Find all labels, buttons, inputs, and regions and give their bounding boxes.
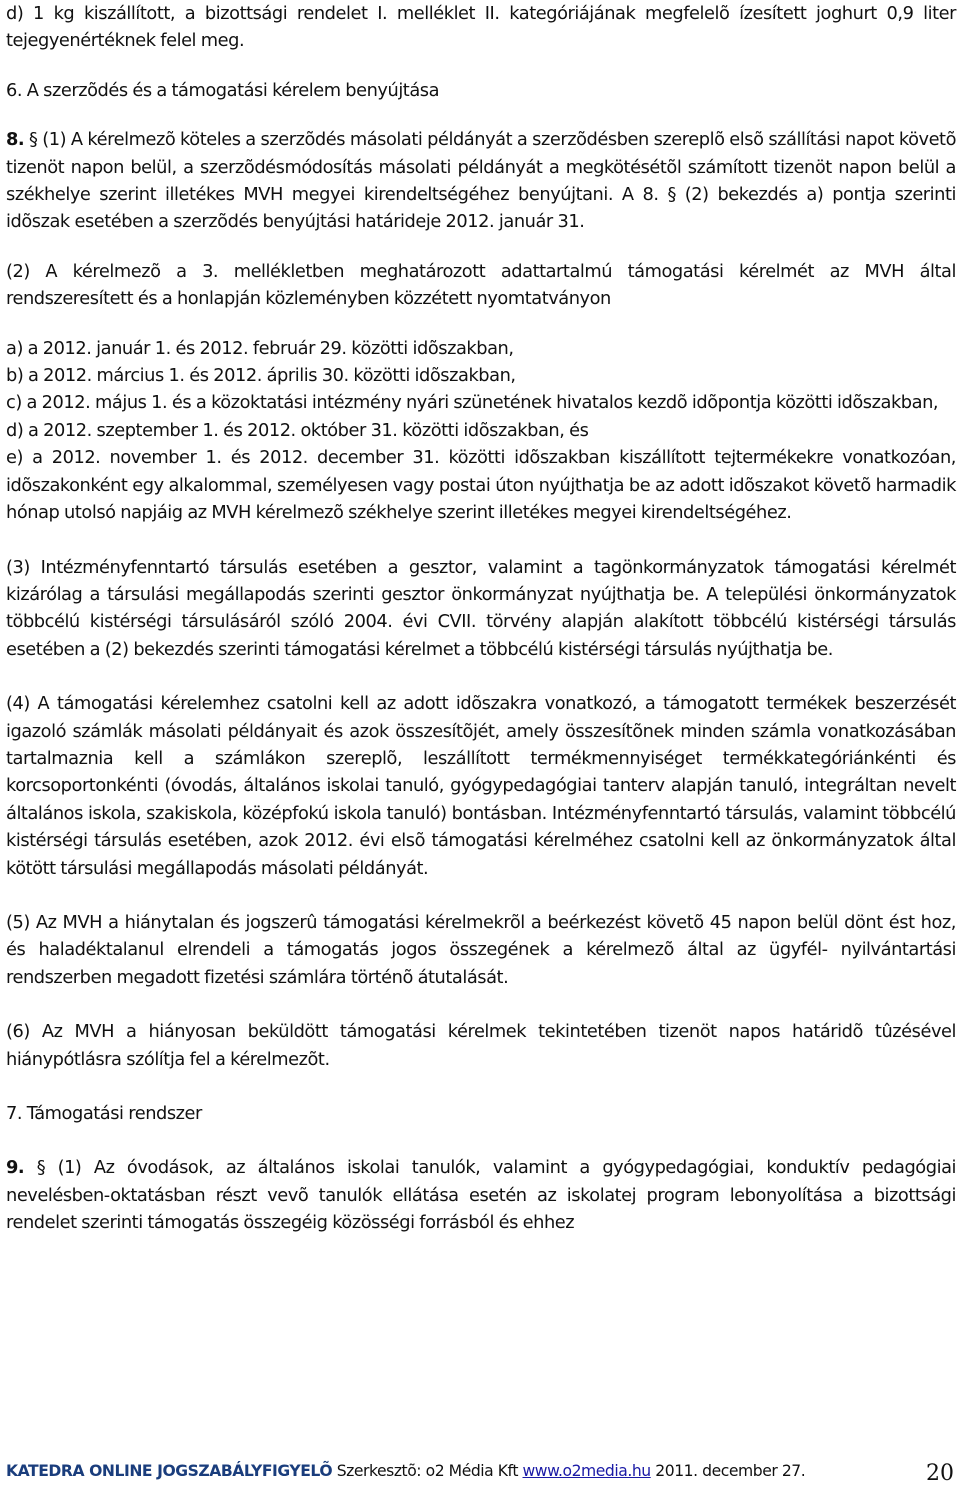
heading-section-7: 7. Támogatási rendszer — [6, 1103, 202, 1124]
footer-date: 2011. december 27. — [655, 1462, 806, 1480]
section-8-paragraph-3: (3) Intézményfenntartó társulás esetében a gesztor, valamint a tagönkormányzatok támogatási kérelmét kizárólag a társulási megállapodás szerinti gesztor önkormányzat nyújthatja be. A települési önkormányzatok többcélú kistérségi társulásáról szóló 2004. évi CVII. törvény alapján alakított többcélú kistérségi társulás esetében a (2) bekezdés szerinti támogatási kérelmet a többcélú kistérségi társulás nyújthatja be. — [6, 556, 956, 660]
footer-website-link[interactable]: www.o2media.hu — [522, 1462, 651, 1480]
page-footer — [6, 1461, 956, 1481]
section-8-item-b: b) a 2012. március 1. és 2012. április 30. közötti idõszakban, — [6, 365, 516, 387]
intro-item-d: d) 1 kg kiszállított, a bizottsági rendelet I. melléklet II. kategóriájának megfelelõ ízesített joghurt 0,9 liter tejegyenértéknek felel meg. — [6, 3, 956, 52]
section-8-paragraph-6: (6) Az MVH a hiányosan beküldött támogatási kérelmek tekintetében tizenöt napos határidõ tûzésével hiánypótlásra szólítja fel a kérelmezõt. — [6, 1021, 956, 1070]
section-8-item-c: c) a 2012. május 1. és a közoktatási intézmény nyári szünetének hivatalos kezdõ idõpontja közötti idõszakban, — [6, 392, 939, 414]
footer-editor: Szerkesztõ: o2 Média Kft — [336, 1462, 518, 1480]
section-9-number: 9. — [6, 1157, 25, 1179]
section-8-item-e: e) a 2012. november 1. és 2012. december 31. közötti idõszakban kiszállított tejtermékekre vonatkozóan, idõszakonként egy alkalommal, személyesen vagy postai úton nyújthatja be az adott idõszakot követõ harmadik hónap utolsó napjáig az MVH kérelmezõ székhelye szerint illetékes megyei kirendeltségéhez. — [6, 447, 956, 524]
document-body — [6, 0, 956, 1237]
section-8-number: 8. — [6, 129, 25, 151]
section-8-paragraph-4: (4) A támogatási kérelemhez csatolni kell az adott idõszakra vonatkozó, a támogatott termékek beszerzését igazoló számlák másolati példányait és azok összesítõjét, amely összesítõnek minden számla vonatkozásában tartalmaznia kell a számlákon szereplõ, leszállított termékmennyiséget termékkategóriánkénti és korcsoportonkénti (óvodás, általános iskolai tanuló, gyógypedagógiai tanterv alapján tanuló, integráltan nevelt általános iskola, szakiskola, középfokú iskola tanuló) bontásban. Intézményfenntartó társulás, valamint többcélú kistérségi társulás esetében, azok 2012. évi elsõ támogatási kérelméhez csatolni kell az önkormányzatok által kötött társulási megállapodás másolati példányát. — [6, 693, 956, 879]
heading-section-6: 6. A szerzõdés és a támogatási kérelem benyújtása — [6, 79, 440, 101]
section-9-paragraph-1 — [6, 1154, 956, 1236]
section-8-paragraph-2: (2) A kérelmezõ a 3. mellékletben meghatározott adattartalmú támogatási kérelmét az MVH által rendszeresített és a honlapján közleményben közzétett nyomtatványon — [6, 260, 956, 310]
footer-brand: KATEDRA ONLINE JOGSZABÁLYFIGYELÕ — [6, 1462, 333, 1480]
page-number: 20 — [926, 1461, 954, 1486]
section-8-paragraph-1-text: § (1) A kérelmezõ köteles a szerzõdés másolati példányát a szerzõdésben szereplõ elsõ szállítási napot követõ tizenöt napon belül, a szerzõdésmódosítás másolati példányát a megkötésétõl számított tizenöt napon belül a székhelye szerint illetékes MVH megyei kirendeltségéhez benyújtani. A 8. § (2) bekezdés a) pontja szerinti idõszak esetében a szerzõdés benyújtási határideje 2012. január 31. — [6, 129, 957, 233]
section-8-paragraph-1 — [6, 126, 956, 236]
section-8-item-d: d) a 2012. szeptember 1. és 2012. október 31. közötti idõszakban, és — [6, 419, 589, 441]
section-8-paragraph-5: (5) Az MVH a hiánytalan és jogszerû támogatási kérelmekrõl a beérkezést követõ 45 napon belül dönt ést hoz, és haladéktalanul elrendeli a támogatás jogos összegének a kérelmezõ által az ügyfél- nyilvántartási rendszerben megadott fizetési számlára történõ átutalását. — [6, 911, 956, 988]
section-9-paragraph-1-text: § (1) Az óvodások, az általános iskolai tanulók, valamint a gyógypedagógiai, konduktív pedagógiai nevelésben-oktatásban részt vevõ tanulók ellátása esetén az iskolatej program lebonyolítása a bizottsági rendelet szerinti támogatás összegéig közösségi forrásból és ehhez — [6, 1157, 957, 1234]
section-8-item-a: a) a 2012. január 1. és 2012. február 29. közötti idõszakban, — [6, 337, 514, 359]
